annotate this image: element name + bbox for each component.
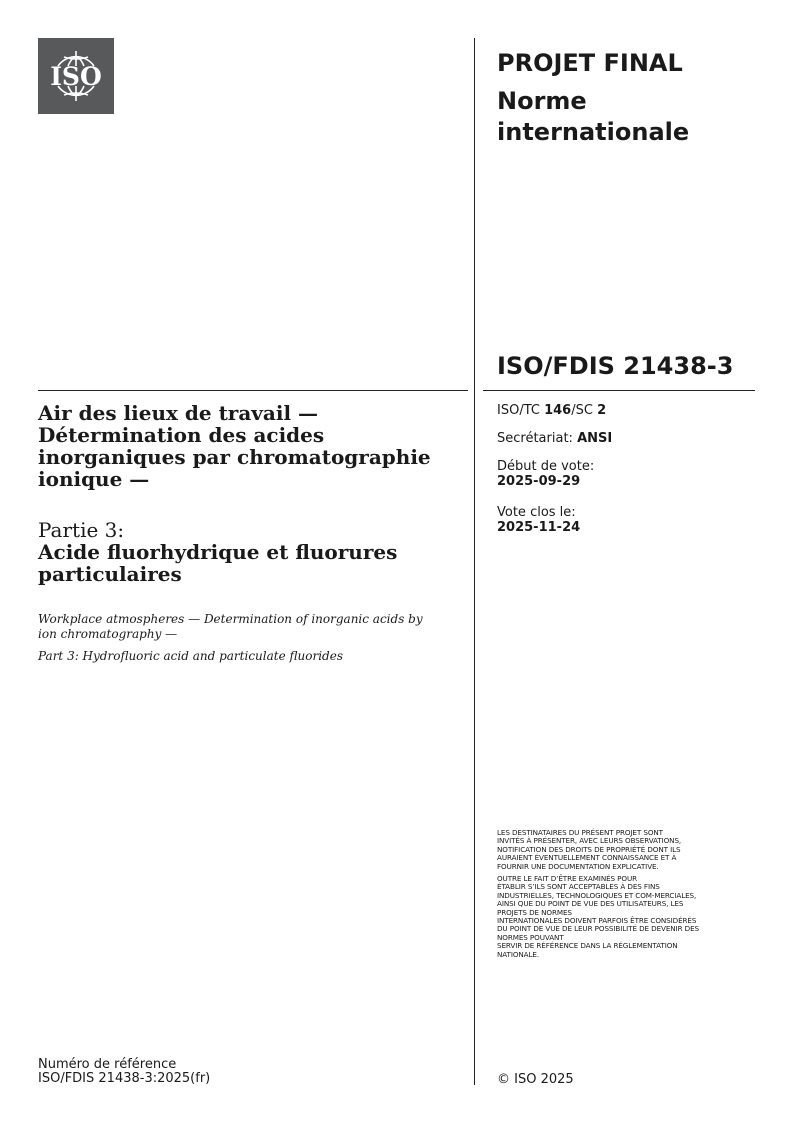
svg-text:ISO: ISO [50, 62, 102, 91]
disclaimer-line: AINSI QUE DU POINT DE VUE DES UTILISATEURS, LES [497, 899, 684, 909]
vote-end-date: 2025-11-24 [497, 520, 581, 535]
disclaimer-line: ÉTABLIR S’ILS SONT ACCEPTABLES À DES FINS [497, 882, 660, 892]
committee [497, 403, 606, 418]
iso-logo [38, 38, 114, 114]
disclaimer-line: PROJETS DE NORMES [497, 907, 572, 917]
doc-type-heading [497, 86, 689, 148]
disclaimer-line: INTERNATIONALES DOIVENT PARFOIS ÊTRE CONSIDÉRÉS [497, 916, 697, 926]
horizontal-divider-right [483, 390, 755, 391]
vote-start-label: Début de vote: [497, 459, 595, 474]
part-title [38, 519, 458, 585]
reference-value: ISO/FDIS 21438-3:2025(fr) [38, 1071, 211, 1086]
english-main-title: Workplace atmospheres — Determination of inorganic acids by ion chromatography — [38, 612, 423, 641]
disclaimer-line: LES DESTINATAIRES DU PRÉSENT PROJET SONT [497, 828, 663, 837]
disclaimer-line: AURAIENT ÉVENTUELLEMENT CONNAISSANCE ET À [497, 853, 677, 863]
vote-start [497, 459, 594, 489]
disclaimer-line: DU POINT DE VUE DE LEUR POSSIBILITÉ DE DEVENIR DES [497, 924, 699, 934]
disclaimer-line: INVITÉS À PRÉSENTER, AVEC LEURS OBSERVATIONS, [497, 836, 682, 846]
disclaimer-line: NORMES POUVANT [497, 932, 564, 942]
part-label: Partie 3: [38, 518, 125, 542]
disclaimer-line: OUTRE LE FAIT D’ÊTRE EXAMINÉS POUR [497, 874, 638, 884]
vote-start-date: 2025-09-29 [497, 474, 581, 489]
doc-type-line: internationale [497, 118, 690, 146]
disclaimer-paragraph [497, 875, 699, 959]
globe-icon [38, 38, 114, 114]
tc-number: 146 [544, 403, 572, 418]
vote-end-label: Vote clos le: [497, 505, 576, 520]
disclaimer-line: INDUSTRIELLES, TECHNOLOGIQUES ET COM-MERCIALES, [497, 890, 697, 900]
part-name: Acide fluorhydrique et fluorures particulaires [38, 540, 398, 586]
english-part-title: Part 3: Hydrofluoric acid and particulate fluorides [38, 649, 343, 663]
sc-number: 2 [597, 403, 607, 418]
disclaimer-line: SERVIR DE RÉFÉRENCE DANS LA RÉGLEMENTATION [497, 941, 678, 951]
vertical-divider [474, 38, 475, 1085]
status-heading: PROJET FINAL [497, 49, 683, 77]
doc-type-line: Norme [497, 87, 587, 115]
reference-label: Numéro de référence [38, 1057, 177, 1072]
reference-number [38, 1058, 210, 1086]
disclaimer-paragraph [497, 829, 699, 871]
copyright: © ISO 2025 [497, 1072, 574, 1087]
english-title [38, 612, 438, 664]
disclaimer [497, 829, 699, 959]
disclaimer-line: NOTIFICATION DES DROITS DE PROPRIÉTÉ DONT ILS [497, 844, 681, 854]
secretariat-value: ANSI [577, 431, 613, 446]
sc-prefix: /SC [571, 403, 598, 418]
disclaimer-line: FOURNIR UNE DOCUMENTATION EXPLICATIVE. [497, 861, 659, 871]
horizontal-divider-left [38, 390, 468, 391]
tc-prefix: ISO/TC [497, 403, 545, 418]
document-code: ISO/FDIS 21438-3 [497, 352, 734, 380]
vote-end [497, 505, 580, 535]
french-title: Air des lieux de travail — Détermination des acides inorganiques par chromatographie ionique — [38, 401, 431, 491]
disclaimer-line: NATIONALE. [497, 949, 540, 959]
secretariat [497, 431, 612, 446]
secretariat-label: Secrétariat: [497, 431, 578, 446]
